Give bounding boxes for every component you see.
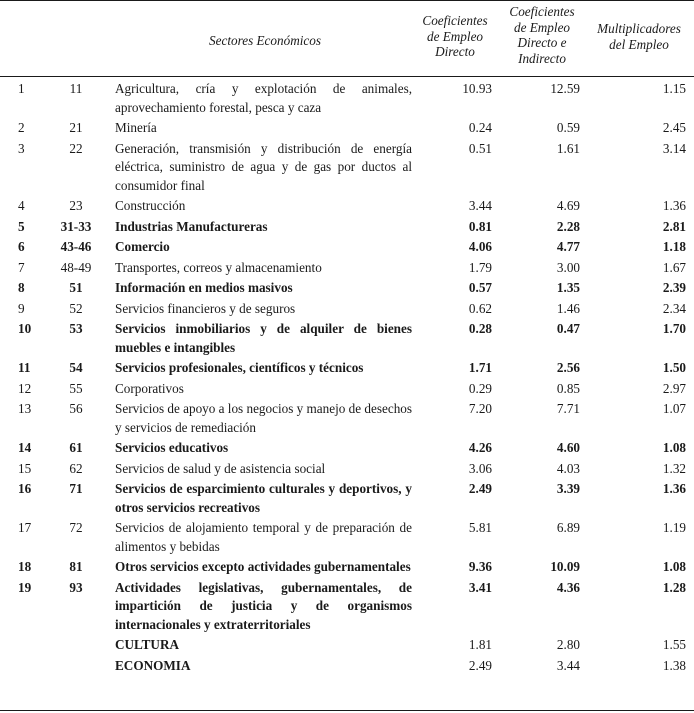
row-sector-name: Servicios profesionales, científicos y técnicos [115, 360, 364, 375]
row-scian-code: 56 [69, 401, 83, 416]
row-coef-directo: 1.71 [468, 360, 492, 375]
row-coef-directo: 0.28 [468, 321, 492, 336]
row-coef-indirecto: 0.85 [556, 380, 580, 396]
header-line: de Empleo [426, 28, 484, 44]
header-multiplicadores [586, 21, 692, 52]
row-coef-indirecto: 0.59 [556, 120, 580, 135]
header-line: Coeficientes [509, 4, 575, 19]
header-bottom-rule [0, 76, 694, 77]
row-sector-name: Comercio [115, 239, 170, 254]
total-row [0, 636, 692, 657]
row-coef-directo: 2.49 [468, 481, 492, 496]
row-number: 7 [18, 259, 25, 275]
row-sector-name: Servicios de salud y de asistencia social [115, 460, 326, 476]
row-coef-indirecto: 10.09 [550, 559, 580, 574]
row-number: 15 [18, 460, 32, 476]
row-coef-directo: 3.06 [468, 460, 492, 476]
row-number: 1 [18, 81, 25, 96]
row-coef-directo: 3.44 [468, 198, 492, 213]
row-sector-name: Servicios de esparcimiento culturales y deportivos, y otros servicios recreativos [115, 481, 412, 515]
row-multiplicador: 1.08 [662, 440, 686, 455]
row-scian-code: 22 [69, 140, 83, 156]
header-line: Directo [435, 44, 475, 59]
table-row [0, 359, 692, 380]
row-number: 19 [18, 579, 32, 595]
row-number: 14 [18, 440, 32, 455]
row-scian-code: 62 [69, 460, 83, 476]
row-number: 18 [18, 559, 32, 574]
row-number: 5 [18, 218, 25, 234]
row-multiplicador: 2.97 [662, 380, 686, 396]
row-multiplicador: 1.36 [662, 198, 686, 213]
row-scian-code: 48-49 [60, 259, 92, 275]
empty-cell [40, 657, 112, 678]
row-multiplicador: 2.34 [662, 300, 686, 316]
row-coef-indirecto: 4.60 [556, 440, 580, 455]
row-scian-code: 53 [69, 321, 83, 336]
empty-cell [40, 636, 112, 657]
row-coef-indirecto: 7.71 [556, 401, 580, 416]
table-row [0, 460, 692, 481]
total-coef-indirecto: 3.44 [556, 657, 580, 673]
row-coef-indirecto: 1.35 [556, 280, 580, 295]
header-coef-directo [412, 13, 498, 60]
row-scian-code: 71 [69, 481, 83, 496]
sector-table-body [0, 80, 692, 677]
row-coef-directo: 4.06 [468, 239, 492, 254]
row-number: 13 [18, 401, 32, 416]
row-scian-code: 23 [69, 198, 83, 213]
table-top-rule [0, 0, 694, 1]
row-number: 3 [18, 140, 25, 156]
total-row [0, 657, 692, 678]
total-label: CULTURA [115, 637, 179, 652]
header-coef-indirecto [498, 4, 586, 66]
row-sector-name: Industrias Manufactureras [115, 218, 268, 234]
table-bottom-rule [0, 710, 694, 711]
row-multiplicador: 1.32 [662, 460, 686, 476]
row-coef-directo: 0.24 [468, 120, 492, 135]
row-scian-code: 51 [69, 280, 83, 295]
row-number: 16 [18, 481, 32, 496]
sector-table [0, 80, 692, 677]
row-number: 2 [18, 120, 25, 135]
table-row [0, 519, 692, 558]
row-scian-code: 55 [69, 380, 83, 396]
row-sector-name: Generación, transmisión y distribución de energía eléctrica, suministro de agua y de gas por ductos al consumidor final [115, 140, 412, 193]
row-sector-name: Agricultura, cría y explotación de animales, aprovechamiento forestal, pesca y caza [115, 81, 412, 115]
row-multiplicador: 1.50 [662, 360, 686, 375]
row-coef-directo: 10.93 [462, 81, 492, 96]
row-coef-directo: 0.29 [468, 380, 492, 396]
total-coef-directo: 2.49 [468, 657, 492, 673]
table-row [0, 238, 692, 259]
row-sector-name: Construcción [115, 198, 186, 213]
row-coef-indirecto: 4.03 [556, 460, 580, 476]
row-sector-name: Servicios de apoyo a los negocios y manejo de desechos y servicios de remediación [115, 401, 413, 435]
row-sector-name: Otros servicios excepto actividades gubernamentales [115, 559, 411, 574]
row-scian-code: 81 [69, 559, 83, 574]
row-coef-directo: 4.26 [468, 440, 492, 455]
row-number: 12 [18, 380, 32, 396]
row-coef-indirecto: 4.69 [556, 198, 580, 213]
table-row [0, 558, 692, 579]
row-number: 4 [18, 198, 25, 213]
row-coef-indirecto: 4.36 [556, 579, 580, 595]
row-multiplicador: 1.70 [662, 321, 686, 336]
row-coef-indirecto: 2.28 [556, 218, 580, 234]
table-row [0, 119, 692, 140]
row-scian-code: 93 [69, 579, 83, 595]
row-coef-directo: 1.79 [468, 259, 492, 275]
row-coef-directo: 3.41 [468, 579, 492, 595]
row-multiplicador: 1.15 [662, 81, 686, 96]
row-coef-indirecto: 6.89 [556, 520, 580, 535]
total-multiplicador: 1.55 [662, 637, 686, 652]
row-coef-indirecto: 0.47 [556, 321, 580, 336]
row-sector-name: Servicios inmobiliarios y de alquiler de bienes muebles e intangibles [115, 321, 412, 355]
row-coef-directo: 0.62 [468, 300, 492, 316]
row-scian-code: 61 [69, 440, 83, 455]
table-row [0, 439, 692, 460]
row-number: 17 [18, 520, 32, 535]
table-row [0, 320, 692, 359]
row-coef-directo: 0.57 [468, 280, 492, 295]
row-scian-code: 43-46 [60, 239, 92, 254]
row-coef-indirecto: 12.59 [550, 81, 580, 96]
row-sector-name: Actividades legislativas, gubernamentales, de impartición de justicia y de organismos internacionales y extraterritoriales [115, 579, 412, 632]
header-line: Directo e [517, 35, 567, 50]
total-coef-directo: 1.81 [468, 637, 492, 652]
table-row [0, 279, 692, 300]
row-coef-indirecto: 3.00 [556, 259, 580, 275]
table-row [0, 259, 692, 280]
table-row [0, 197, 692, 218]
header-line: de Empleo [513, 19, 571, 35]
row-multiplicador: 1.07 [662, 401, 686, 416]
row-number: 11 [18, 360, 31, 375]
row-sector-name: Corporativos [115, 380, 184, 396]
row-coef-directo: 0.81 [468, 218, 492, 234]
row-coef-directo: 0.51 [468, 140, 492, 156]
row-sector-name: Información en medios masivos [115, 280, 293, 295]
empty-cell [0, 636, 40, 657]
row-scian-code: 72 [69, 520, 83, 535]
row-multiplicador: 2.39 [662, 280, 686, 295]
total-label: ECONOMIA [115, 657, 191, 673]
row-scian-code: 21 [69, 120, 83, 135]
row-multiplicador: 1.19 [662, 520, 686, 535]
row-number: 8 [18, 280, 25, 295]
row-coef-indirecto: 1.61 [556, 140, 580, 156]
table-row [0, 579, 692, 637]
row-sector-name: Servicios de alojamiento temporal y de preparación de alimentos y bebidas [115, 520, 412, 554]
header-line: Coeficientes [422, 13, 488, 28]
table-row [0, 480, 692, 519]
row-sector-name: Servicios educativos [115, 440, 229, 455]
row-scian-code: 31-33 [60, 218, 92, 234]
empty-cell [0, 657, 40, 678]
row-multiplicador: 1.36 [662, 481, 686, 496]
row-coef-directo: 7.20 [468, 401, 492, 416]
row-coef-indirecto: 1.46 [556, 300, 580, 316]
table-row [0, 400, 692, 439]
row-multiplicador: 1.08 [662, 559, 686, 574]
row-sector-name: Servicios financieros y de seguros [115, 300, 296, 316]
row-scian-code: 54 [69, 360, 83, 375]
row-coef-indirecto: 3.39 [556, 481, 580, 496]
row-sector-name: Transportes, correos y almacenamiento [115, 259, 322, 275]
header-line: Indirecto [518, 50, 566, 66]
row-sector-name: Minería [115, 120, 157, 135]
table-row [0, 80, 692, 119]
table-row [0, 140, 692, 198]
total-multiplicador: 1.38 [662, 657, 686, 673]
header-line: del Empleo [609, 36, 669, 52]
row-coef-directo: 9.36 [468, 559, 492, 574]
row-coef-directo: 5.81 [468, 520, 492, 535]
row-scian-code: 11 [69, 81, 83, 96]
row-multiplicador: 2.81 [662, 218, 686, 234]
row-number: 10 [18, 321, 32, 336]
row-multiplicador: 1.28 [662, 579, 686, 595]
row-multiplicador: 2.45 [662, 120, 686, 135]
table-row [0, 300, 692, 321]
row-coef-indirecto: 2.56 [556, 360, 580, 375]
row-multiplicador: 1.18 [662, 239, 686, 254]
row-multiplicador: 1.67 [662, 259, 686, 275]
row-scian-code: 52 [69, 300, 83, 316]
total-coef-indirecto: 2.80 [556, 637, 580, 652]
row-number: 9 [18, 300, 25, 316]
row-number: 6 [18, 239, 25, 254]
table-row [0, 218, 692, 239]
header-sectores: Sectores Económicos [209, 33, 321, 48]
row-multiplicador: 3.14 [662, 140, 686, 156]
table-row [0, 380, 692, 401]
header-line: Multiplicadores [597, 21, 681, 36]
row-coef-indirecto: 4.77 [556, 239, 580, 254]
